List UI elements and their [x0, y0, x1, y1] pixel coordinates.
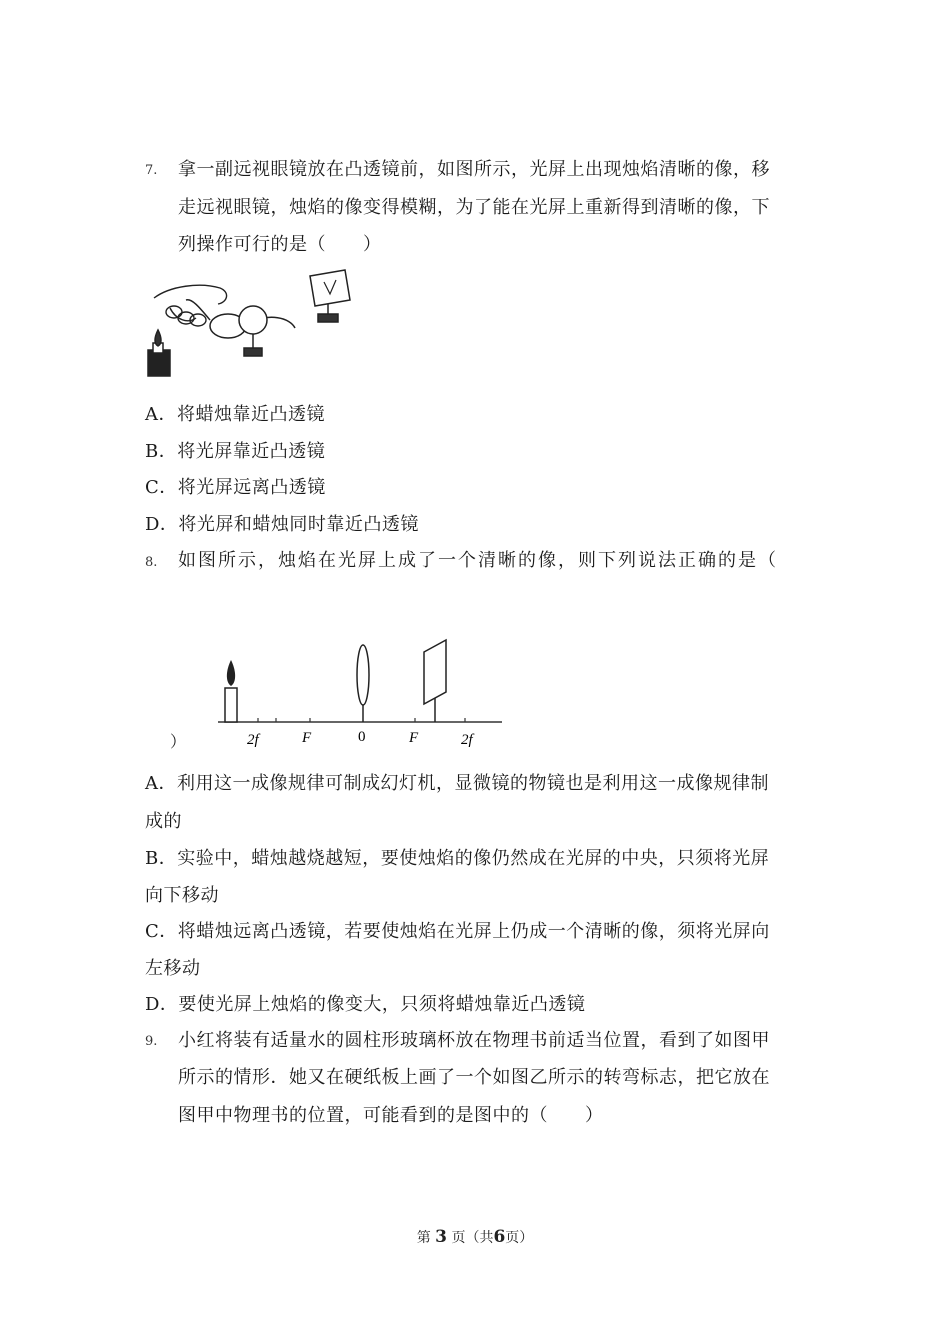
- q8-option-c-line-2[interactable]: 左移动: [145, 958, 201, 979]
- q8-close-paren: ）: [170, 732, 187, 751]
- q7-text-line-2: 走远视眼镜，烛焰的像变得模糊，为了能在光屏上重新得到清晰的像，下: [178, 197, 770, 218]
- q8-option-a-line-1[interactable]: A．利用这一成像规律可制成幻灯机，显微镜的物镜也是利用这一成像规律制: [145, 773, 769, 794]
- q8-option-b-line-2[interactable]: 向下移动: [145, 885, 219, 906]
- axis-label-2f-left: 2f: [247, 732, 259, 748]
- convex-lens-icon: [357, 645, 369, 722]
- q9-text-line-1: 小红将装有适量水的圆柱形玻璃杯放在物理书前适当位置，看到了如图甲: [178, 1030, 770, 1051]
- page-footer: [0, 1227, 950, 1247]
- axis-label-f-left: F: [302, 730, 312, 746]
- q7-text-line-3: 列操作可行的是（ ）: [178, 234, 382, 255]
- axis-label-2f-right: 2f: [461, 732, 473, 748]
- candle-icon: [148, 330, 170, 376]
- q8-figure: [210, 630, 510, 750]
- q9-text-line-3: 图甲中物理书的位置，可能看到的是图中的（ ）: [178, 1105, 604, 1126]
- q7-option-a[interactable]: A．将蜡烛靠近凸透镜: [145, 404, 325, 425]
- q9-text-line-2: 所示的情形．她又在硬纸板上画了一个如图乙所示的转弯标志，把它放在: [178, 1067, 770, 1088]
- q8-option-c-line-1[interactable]: C．将蜡烛远离凸透镜，若要使烛焰在光屏上仍成一个清晰的像，须将光屏向: [145, 921, 770, 942]
- footer-page-number: 3: [435, 1227, 447, 1247]
- q7-number: 7.: [145, 163, 158, 178]
- q8-option-a-line-2[interactable]: 成的: [145, 811, 182, 832]
- q9-number: 9.: [145, 1034, 158, 1049]
- footer-middle: 页（共: [451, 1230, 494, 1246]
- q7-figure: [140, 268, 360, 383]
- footer-suffix: 页）: [505, 1230, 534, 1246]
- q8-text-line-1: 如图所示，烛焰在光屏上成了一个清晰的像，则下列说法正确的是（: [178, 550, 778, 571]
- q7-option-d[interactable]: D．将光屏和蜡烛同时靠近凸透镜: [145, 514, 419, 535]
- q8-number: 8.: [145, 555, 158, 570]
- q7-text-line-1: 拿一副远视眼镜放在凸透镜前，如图所示，光屏上出现烛焰清晰的像，移: [178, 159, 770, 180]
- q7-option-b[interactable]: B．将光屏靠近凸透镜: [145, 441, 326, 462]
- light-screen-icon: [424, 640, 446, 722]
- light-screen-icon: [310, 270, 350, 322]
- footer-total-pages: 6: [493, 1227, 506, 1247]
- q8-option-d[interactable]: D．要使光屏上烛焰的像变大，只须将蜡烛靠近凸透镜: [145, 994, 586, 1015]
- candle-icon: [225, 660, 237, 722]
- hand-icon: [154, 285, 227, 326]
- q8-option-b-line-1[interactable]: B．实验中，蜡烛越烧越短，要使烛焰的像仍然成在光屏的中央，只须将光屏: [145, 848, 770, 869]
- q7-option-c[interactable]: C．将光屏远离凸透镜: [145, 477, 326, 498]
- axis-label-f-right: F: [409, 730, 419, 746]
- footer-prefix: 第: [416, 1230, 431, 1246]
- lens-icon: [239, 306, 267, 356]
- axis-label-origin: 0: [358, 729, 366, 745]
